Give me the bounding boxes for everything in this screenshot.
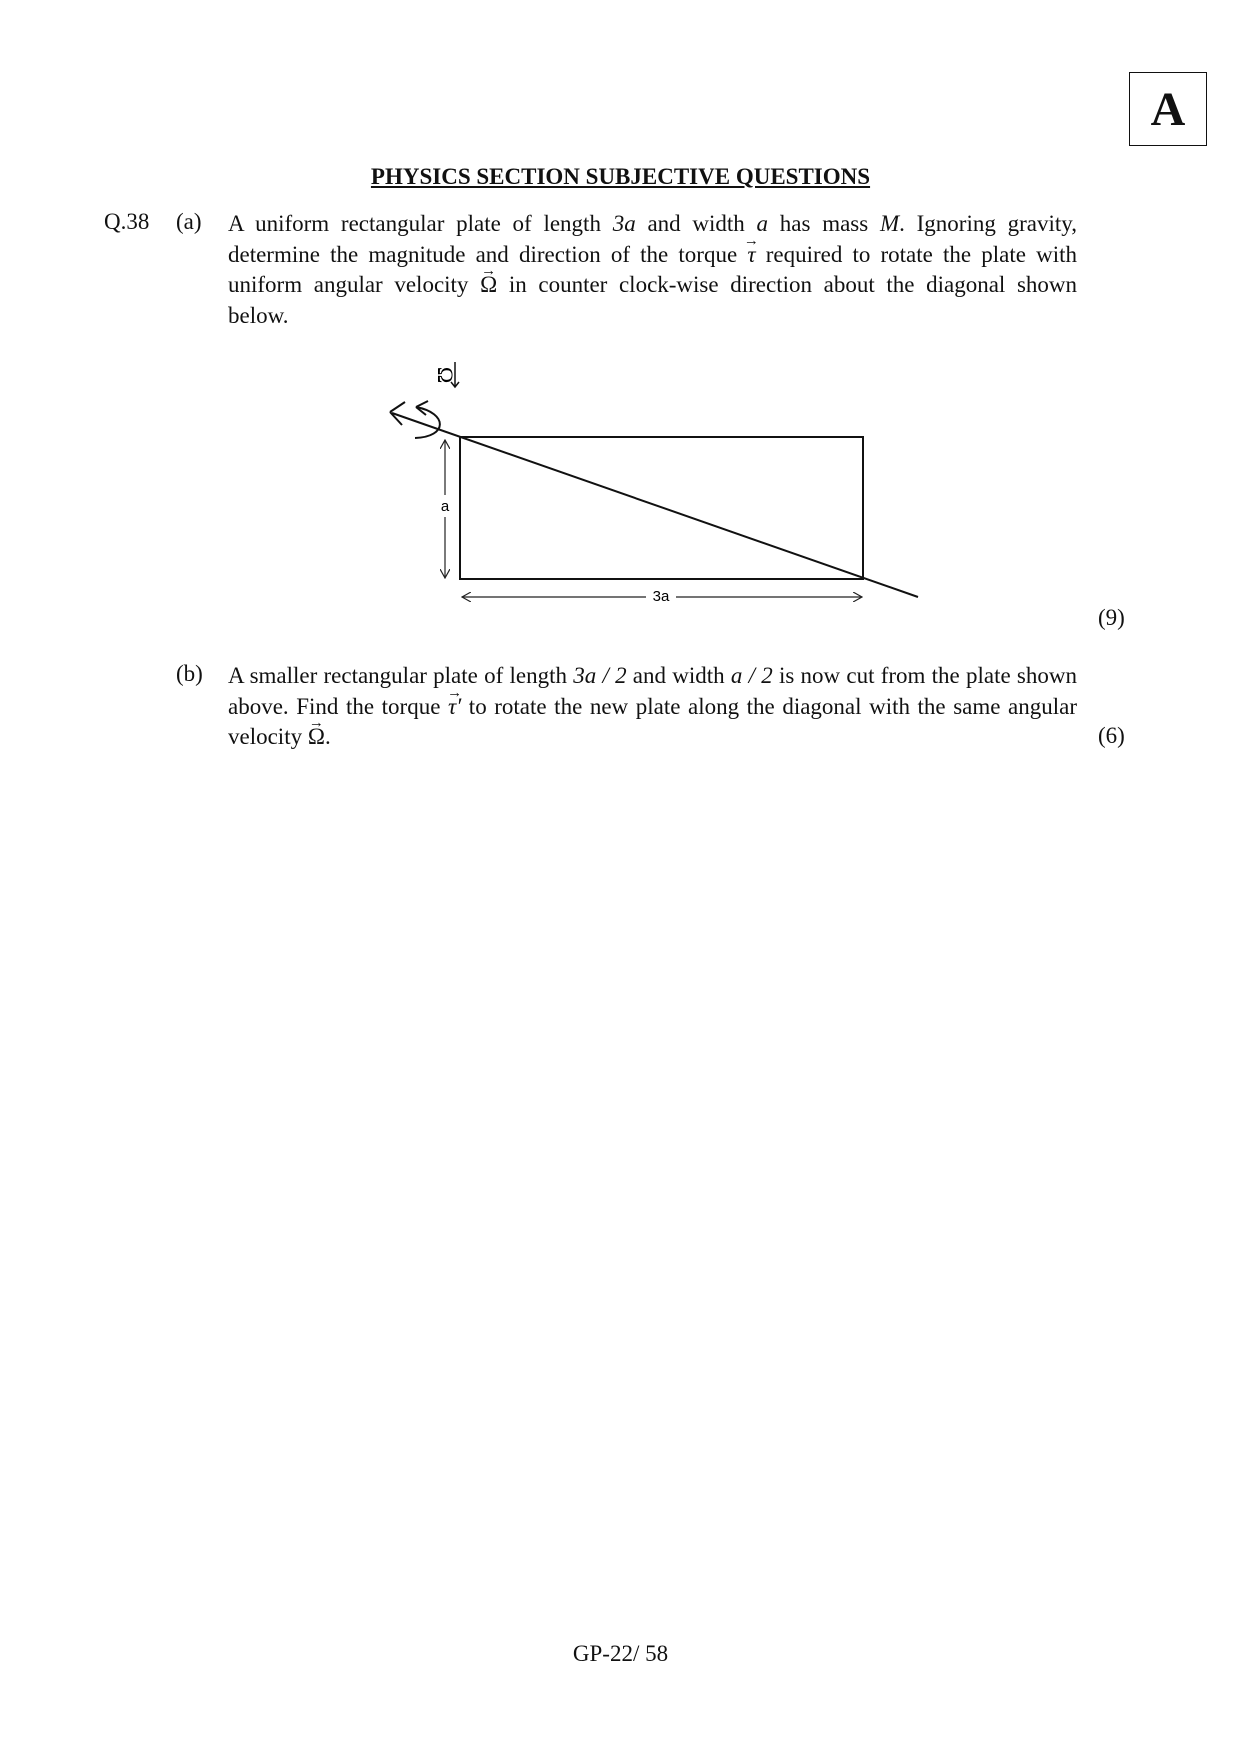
part-a-label: (a) xyxy=(176,209,202,234)
omega-symbol-b: → Ω xyxy=(308,722,325,753)
torque-symbol: → τ xyxy=(747,240,755,271)
part-a-text: A uniform rectangular plate of length 3a and width a has mass M. Ignoring gravity, determine the magnitude and direction of the torque → τ required to rotate the plate with uniform angular velocity → Ω in counter clock-wise direction about the diagonal shown below. xyxy=(228,209,1077,331)
omega-label: Ω xyxy=(432,366,458,384)
omega-symbol: → Ω xyxy=(480,270,497,301)
part-b-marks: (6) xyxy=(1098,723,1125,748)
diagonal-axis xyxy=(392,413,918,597)
height-label: a xyxy=(440,497,450,515)
rotating-plate-diagram xyxy=(360,345,940,615)
length-label: 3a xyxy=(652,587,670,605)
torque-prime-symbol: → τ′ xyxy=(448,692,461,723)
set-label-box xyxy=(1129,72,1207,146)
page-footer: GP-22/ 58 xyxy=(572,1641,669,1666)
axis-arrowhead xyxy=(390,402,405,425)
section-title: PHYSICS SECTION SUBJECTIVE QUESTIONS xyxy=(370,164,871,189)
set-label: A xyxy=(1150,82,1186,136)
part-b-text: A smaller rectangular plate of length 3a / 2 and width a / 2 is now cut from the plate shown above. Find the torque → τ′ to rotate the new plate along the diagonal with the same angular velocity → Ω. xyxy=(228,661,1077,753)
question-number: Q.38 xyxy=(104,209,150,234)
part-b-label: (b) xyxy=(176,661,203,686)
part-a-marks: (9) xyxy=(1098,605,1125,630)
